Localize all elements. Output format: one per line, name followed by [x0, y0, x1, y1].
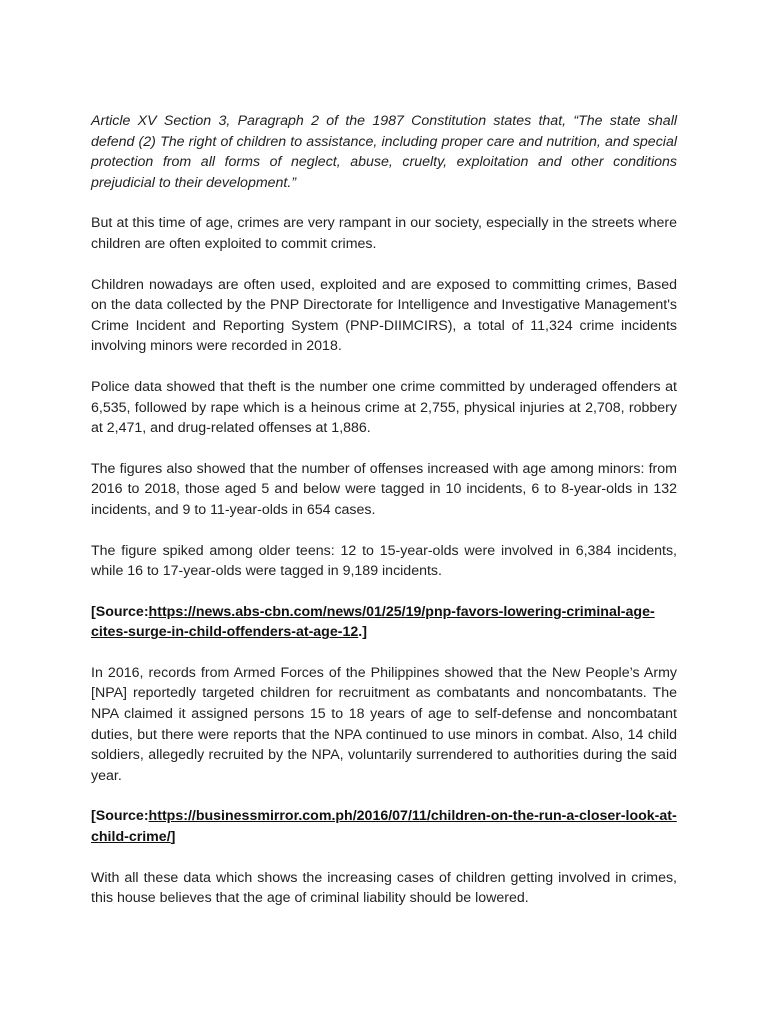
- source-citation-businessmirror: [91, 806, 677, 847]
- rampant-crimes-paragraph: But at this time of age, crimes are very rampant in our society, especially in the streets where children are often exploited to commit crimes.: [91, 215, 677, 252]
- age-figures-paragraph: The figures also showed that the number of offenses increased with age among minors: from 2016 to 2018, those aged 5 and below were tagged in 10 incidents, 6 to 8-year-olds in 132 incidents, and 9 to 11-year-olds in 654 cases.: [91, 460, 677, 518]
- source-citation-abs-cbn: [91, 602, 677, 643]
- conclusion-paragraph: With all these data which shows the increasing cases of children getting involved in crimes, this house believes that the age of criminal liability should be lowered.: [91, 869, 677, 907]
- source-prefix: [Source:: [91, 603, 149, 620]
- source-suffix: .]: [358, 624, 367, 641]
- constitution-quote-paragraph: Article XV Section 3, Paragraph 2 of the 1987 Constitution states that, “The state shall defend (2) The right of children to assistance, including proper care and nutrition, and special protection from all forms of neglect, abuse, cruelty, exploitation and other conditions prejudicial to their development.”: [91, 113, 677, 191]
- older-teens-paragraph: The figure spiked among older teens: 12 to 15-year-olds were involved in 6,384 incidents, while 16 to 17-year-olds were tagged in 9,189 incidents.: [91, 542, 677, 580]
- source-link-businessmirror[interactable]: https://businessmirror.com.ph/2016/07/11/children-on-the-run-a-closer-look-at-child-crime/: [91, 808, 677, 846]
- source-prefix: [Source:: [91, 808, 149, 825]
- pnp-data-paragraph: Children nowadays are often used, exploited and are exposed to committing crimes, Based on the data collected by the PNP Directorate for Intelligence and Investigative Management's Crime Incident and Reporting System (PNP-DIIMCIRS), a total of 11,324 crime incidents involving minors were recorded in 2018.: [91, 276, 677, 355]
- source-link-abs-cbn[interactable]: https://news.abs-cbn.com/news/01/25/19/pnp-favors-lowering-criminal-age-cites-surge-in-child-offenders-at-age-12: [91, 603, 655, 641]
- npa-records-paragraph: In 2016, records from Armed Forces of the Philippines showed that the New People’s Army [NPA] reportedly targeted children for recruitment as combatants and noncombatants. The NPA claimed it assigned persons 15 to 18 years of age to self-defense and noncombatant duties, but there were reports that the NPA continued to use minors in combat. Also, 14 child soldiers, allegedly recruited by the NPA, voluntarily surrendered to authorities during the said year.: [91, 664, 677, 784]
- source-suffix: ]: [170, 829, 176, 846]
- police-data-paragraph: Police data showed that theft is the number one crime committed by underaged offenders at 6,535, followed by rape which is a heinous crime at 2,755, physical injuries at 2,708, robbery at 2,471, and drug-related offenses at 1,886.: [91, 378, 677, 437]
